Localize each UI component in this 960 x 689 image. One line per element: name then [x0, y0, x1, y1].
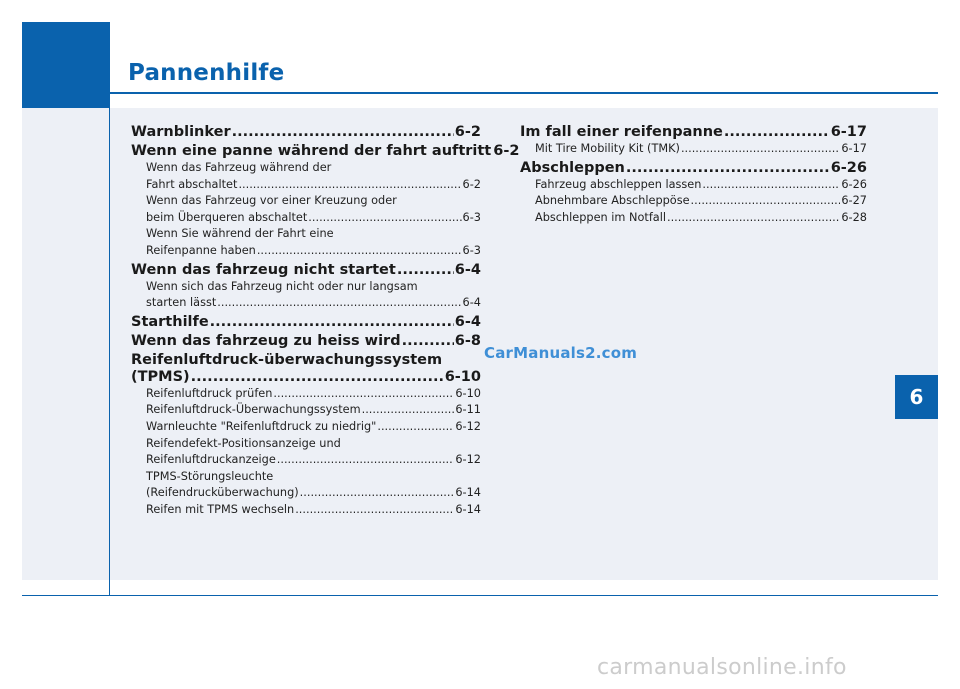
header-color-block — [22, 22, 109, 108]
dot-leader — [681, 141, 840, 158]
toc-page-number: 6-26 — [841, 177, 867, 191]
toc-entry-text: Abschleppen — [520, 159, 625, 176]
toc-page-number: 6-10 — [455, 386, 481, 400]
toc-line — [146, 243, 481, 260]
toc-line — [146, 469, 481, 486]
toc-entry-text: Wenn das Fahrzeug vor einer Kreuzung oder — [146, 194, 397, 208]
toc-page-number: 6-2 — [462, 177, 481, 191]
toc-line — [146, 436, 481, 453]
toc-entry-text: Fahrzeug abschleppen lassen — [535, 177, 702, 191]
dot-leader — [362, 402, 455, 419]
toc-entry-text: Wenn sich das Fahrzeug nicht oder nur langsam — [146, 279, 418, 293]
toc-entry-text: Warnleuchte "Reifenluftdruck zu niedrig" — [146, 419, 377, 433]
toc-line — [520, 160, 867, 177]
toc-page-number: 6-4 — [454, 261, 481, 278]
toc-page-number: 6-17 — [841, 142, 867, 155]
toc-subentry[interactable] — [131, 469, 481, 502]
toc-entry-text: Wenn das fahrzeug zu heiss wird — [131, 332, 401, 349]
toc-line — [146, 210, 481, 227]
toc-page-number: 6-12 — [455, 453, 481, 467]
toc-line — [146, 485, 481, 502]
dot-leader — [702, 177, 840, 194]
toc-page-number: 6-11 — [455, 403, 481, 417]
toc-subentry[interactable] — [131, 226, 481, 259]
toc-page-number: 6-28 — [841, 210, 867, 224]
toc-line — [131, 143, 520, 160]
toc-subentry[interactable] — [520, 177, 867, 194]
toc-line — [146, 177, 481, 194]
dot-leader — [273, 386, 454, 403]
toc-line — [146, 419, 481, 436]
toc-page-number: 6-14 — [455, 502, 481, 516]
toc-line — [131, 333, 481, 350]
toc-page-number: 6-10 — [444, 368, 481, 385]
footer-watermark: carmanualsonline.info — [597, 655, 847, 680]
toc-page-number: 6-12 — [455, 419, 481, 433]
title-divider — [109, 92, 938, 94]
toc-entry-text: (Reifendrucküberwachung) — [146, 486, 299, 500]
dot-leader — [626, 160, 830, 177]
toc-heading[interactable] — [131, 262, 481, 279]
toc-entry-text: Wenn Sie während der Fahrt eine — [146, 227, 334, 241]
toc-page-number: 6-27 — [841, 194, 867, 208]
dot-leader — [724, 124, 830, 141]
dot-leader — [667, 210, 840, 227]
toc-entry-text: Reifenluftdruck-überwachungssystem — [131, 351, 443, 368]
toc-entry-text: beim Überqueren abschaltet — [146, 210, 308, 224]
toc-line — [146, 386, 481, 403]
toc-subentry[interactable] — [520, 141, 867, 158]
toc-heading[interactable] — [131, 352, 481, 386]
vertical-rule — [109, 22, 110, 596]
toc-entry-text: Starthilfe — [131, 313, 209, 330]
toc-entry-text: Reifen mit TPMS wechseln — [146, 502, 295, 516]
dot-leader — [308, 210, 461, 227]
toc-page-number: 6-2 — [493, 143, 520, 159]
page-title: Pannenhilfe — [128, 60, 285, 86]
toc-line — [131, 124, 481, 141]
toc-heading[interactable] — [520, 124, 867, 141]
toc-subentry[interactable] — [131, 402, 481, 419]
bottom-divider — [22, 595, 938, 596]
toc-page-number: 6-17 — [830, 124, 867, 140]
toc-entry-text: Wenn eine panne während der fahrt auftritt — [131, 143, 492, 159]
toc-line — [146, 279, 481, 296]
toc-subentry[interactable] — [131, 279, 481, 312]
toc-line — [146, 295, 481, 312]
toc-page-number: 6-26 — [830, 159, 867, 176]
toc-subentry[interactable] — [131, 160, 481, 193]
toc-line — [146, 402, 481, 419]
toc-subentry[interactable] — [131, 193, 481, 226]
dot-leader — [397, 262, 454, 279]
toc-page-number: 6-4 — [454, 313, 481, 330]
toc-entry-text: Abnehmbare Abschleppöse — [535, 194, 690, 208]
toc-line — [535, 210, 867, 227]
toc-subentry[interactable] — [520, 193, 867, 210]
toc-heading[interactable] — [131, 314, 481, 331]
toc-line — [131, 314, 481, 331]
dot-leader — [277, 452, 455, 469]
dot-leader — [402, 333, 454, 350]
toc-page-number: 6-14 — [455, 486, 481, 500]
toc-line — [146, 502, 481, 519]
toc-entry-text: TPMS-Störungsleuchte — [146, 469, 274, 483]
toc-subentry[interactable] — [131, 502, 481, 519]
toc-subentry[interactable] — [131, 419, 481, 436]
toc-subentry[interactable] — [131, 386, 481, 403]
toc-page-number: 6-3 — [462, 210, 481, 224]
toc-line — [146, 226, 481, 243]
toc-line — [131, 262, 481, 279]
toc-page-number: 6-8 — [454, 332, 481, 349]
chapter-tab[interactable]: 6 — [895, 375, 938, 419]
dot-leader — [300, 485, 455, 502]
toc-entry-text: Warnblinker — [131, 124, 231, 140]
toc-entry-text: Reifenpanne haben — [146, 243, 256, 257]
dot-leader — [691, 193, 841, 210]
toc-page-number: 6-4 — [462, 296, 481, 310]
toc-line — [535, 177, 867, 194]
toc-line — [520, 124, 867, 141]
toc-entry-text: Reifenluftdruck-Überwachungssystem — [146, 403, 361, 417]
toc-line — [535, 141, 867, 158]
toc-subentry[interactable] — [520, 210, 867, 227]
toc-line — [146, 193, 481, 210]
toc-entry-text: Reifenluftdruckanzeige — [146, 453, 276, 467]
toc-entry-text: Wenn das Fahrzeug während der — [146, 161, 332, 174]
dot-leader — [210, 314, 454, 331]
toc-page-number: 6-2 — [454, 124, 481, 140]
toc-line — [131, 352, 481, 369]
toc-entry-text: starten lässt — [146, 296, 217, 310]
dot-leader — [295, 502, 454, 519]
toc-entry-text: Reifenluftdruck prüfen — [146, 386, 273, 400]
dot-leader — [191, 369, 444, 386]
toc-page-number: 6-3 — [462, 243, 481, 257]
dot-leader — [232, 124, 454, 141]
toc-entry-text: (TPMS) — [131, 368, 190, 385]
toc-entry-text: Reifendefekt-Positionsanzeige und — [146, 436, 341, 450]
toc-entry-text: Abschleppen im Notfall — [535, 210, 666, 224]
toc-entry-text: Im fall einer reifenpanne — [520, 124, 723, 140]
toc-heading[interactable] — [131, 333, 481, 350]
toc-column-left — [131, 122, 520, 519]
toc-line — [131, 369, 481, 386]
toc-entry-text: Fahrt abschaltet — [146, 177, 238, 191]
toc-entry-text: Wenn das fahrzeug nicht startet — [131, 261, 396, 278]
toc-heading[interactable] — [131, 124, 481, 141]
dot-leader — [238, 177, 461, 194]
toc-entry-text: Mit Tire Mobility Kit (TMK) — [535, 142, 680, 155]
toc-heading[interactable] — [131, 143, 520, 160]
toc-heading[interactable] — [520, 160, 867, 177]
toc-line — [146, 452, 481, 469]
watermark: CarManuals2.com — [484, 344, 638, 362]
dot-leader — [377, 419, 454, 436]
toc-column-right — [520, 122, 867, 226]
dot-leader — [257, 243, 462, 260]
toc-subentry[interactable] — [131, 436, 481, 469]
toc-line — [146, 160, 481, 177]
dot-leader — [217, 295, 461, 312]
toc-line — [535, 193, 867, 210]
